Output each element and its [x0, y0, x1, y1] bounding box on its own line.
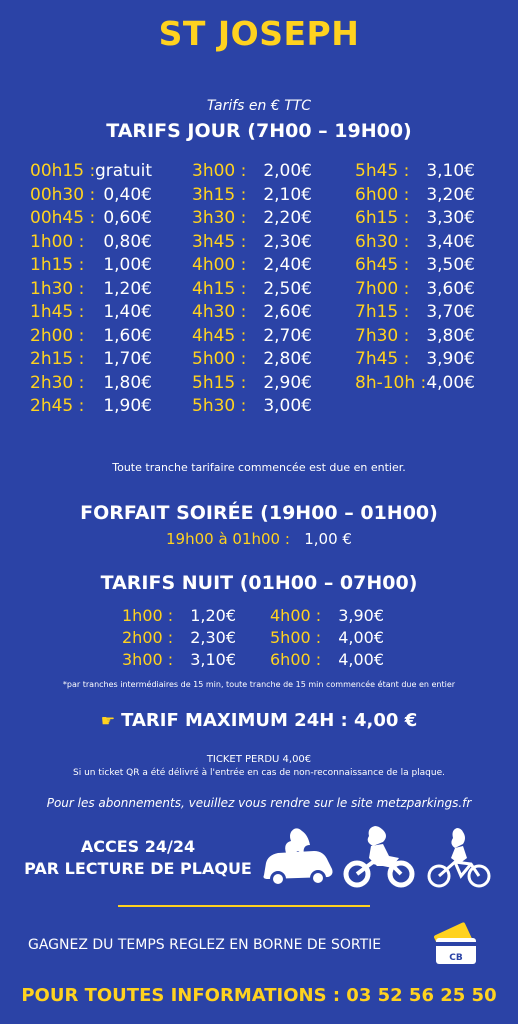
tariff-row — [192, 160, 312, 184]
tariff-price: 1,20€ — [190, 606, 236, 625]
tariff-row — [30, 160, 152, 184]
tariff-price: 4,00€ — [426, 372, 475, 393]
tariff-price: 2,20€ — [263, 208, 312, 228]
tariff-duration: 1h00 : — [30, 231, 85, 252]
day-tariffs-heading: TARIFS JOUR (7H00 – 19H00) — [106, 120, 412, 142]
night-tariff-column-1 — [122, 605, 236, 671]
tariff-row — [30, 325, 152, 349]
tariff-price: 3,90€ — [426, 349, 475, 369]
tariff-price: 1,00€ — [103, 255, 152, 275]
tariff-price: 3,10€ — [426, 161, 475, 181]
tariff-duration: 5h45 : — [355, 161, 410, 181]
soiree-heading: FORFAIT SOIRÉE (19H00 – 01H00) — [80, 502, 438, 524]
access-info — [22, 836, 254, 880]
tariff-duration: 4h00 : — [192, 255, 247, 275]
tariff-row — [355, 231, 475, 255]
credit-card-icon — [430, 922, 482, 966]
tariff-price: 1,70€ — [103, 349, 152, 369]
tariff-price: 3,30€ — [426, 208, 475, 228]
tariff-price: 3,10€ — [190, 650, 236, 669]
tariff-price: 1,80€ — [103, 372, 152, 393]
tariff-price: 1,20€ — [103, 278, 152, 299]
tariff-row — [30, 254, 152, 278]
tariff-price: 2,30€ — [263, 231, 312, 252]
tariff-price: 0,60€ — [103, 208, 152, 228]
tariff-price: 0,40€ — [103, 184, 152, 205]
tariff-duration: 2h45 : — [30, 396, 85, 416]
tariff-row — [355, 278, 475, 302]
tariff-row — [355, 254, 475, 278]
tariff-row — [192, 301, 312, 325]
bicycle-icon — [427, 826, 491, 892]
tariff-row — [355, 207, 475, 231]
tariff-price: 2,70€ — [263, 325, 312, 346]
tariff-duration: 4h45 : — [192, 325, 247, 346]
tariff-price: 0,80€ — [103, 231, 152, 252]
tariff-price: 3,60€ — [426, 278, 475, 299]
tariff-price: 3,20€ — [426, 184, 475, 205]
tariff-row — [30, 207, 152, 231]
tariff-duration: 1h00 : — [122, 606, 174, 625]
tariff-row — [192, 254, 312, 278]
tariff-duration: 8h-10h : — [355, 372, 427, 393]
tariff-duration: 2h30 : — [30, 372, 85, 393]
subscriptions-note: Pour les abonnements, veuillez vous rendre sur le site metzparkings.fr — [46, 796, 472, 810]
tariff-row — [355, 348, 475, 372]
tariff-price: 3,70€ — [426, 302, 475, 322]
tariff-row — [30, 231, 152, 255]
tariff-row — [192, 325, 312, 349]
tariff-duration: 6h30 : — [355, 231, 410, 252]
tariff-row — [192, 278, 312, 302]
tariff-price: 4,00€ — [338, 628, 384, 647]
tariff-price: 1,60€ — [103, 325, 152, 346]
card-label: CB — [449, 953, 463, 963]
day-tariff-column-2 — [192, 160, 312, 419]
tariff-duration: 3h45 : — [192, 231, 247, 252]
tariff-price: 2,90€ — [263, 372, 312, 393]
tariff-price: 2,80€ — [263, 349, 312, 369]
tariff-row — [192, 372, 312, 396]
tariff-row — [122, 605, 236, 627]
max-tariff-label: TARIF MAXIMUM 24H : 4,00 € — [121, 710, 418, 731]
tariff-row — [270, 605, 384, 627]
qr-ticket-note: Si un ticket QR a été délivré à l'entrée en cas de non-reconnaissance de la plaque. — [73, 768, 445, 778]
tariff-row — [355, 301, 475, 325]
tariff-duration: 3h15 : — [192, 184, 247, 205]
day-tariff-column-3 — [355, 160, 475, 395]
tariff-duration: 3h00 : — [192, 161, 247, 181]
tariff-duration: 3h30 : — [192, 208, 247, 228]
page-title: ST JOSEPH — [158, 14, 360, 53]
tariff-duration: 2h15 : — [30, 349, 85, 369]
tariff-duration: 4h30 : — [192, 302, 247, 322]
tariff-duration: 1h30 : — [30, 278, 85, 299]
tariff-duration: 00h15 : — [30, 161, 96, 181]
night-tariff-column-2 — [270, 605, 384, 671]
tariff-duration: 5h15 : — [192, 372, 247, 393]
tariff-duration: 5h00 : — [192, 349, 247, 369]
tariff-duration: 7h15 : — [355, 302, 410, 322]
tariff-row — [270, 649, 384, 671]
soiree-time: 19h00 à 01h00 : — [166, 530, 290, 548]
tariff-price: 2,50€ — [263, 278, 312, 299]
tariff-duration: 7h00 : — [355, 278, 410, 299]
max-tariff — [0, 710, 518, 731]
intermediate-note: *par tranches intermédiaires de 15 min, toute tranche de 15 min commencée étant due en entier — [62, 680, 456, 689]
tariff-row — [30, 278, 152, 302]
tariff-price: 1,90€ — [103, 396, 152, 416]
tariff-row — [30, 184, 152, 208]
tariff-price: 3,80€ — [426, 325, 475, 346]
divider — [118, 905, 370, 907]
tariff-row — [122, 627, 236, 649]
tariff-row — [192, 395, 312, 419]
tariff-row — [192, 184, 312, 208]
lost-ticket: TICKET PERDU 4,00€ — [206, 754, 312, 765]
tariff-duration: 3h00 : — [122, 650, 174, 669]
tariff-row — [30, 301, 152, 325]
tariff-duration: 7h45 : — [355, 349, 410, 369]
tariff-row — [355, 372, 475, 396]
tariff-duration: 4h00 : — [270, 606, 322, 625]
tariff-duration: 1h15 : — [30, 255, 85, 275]
pointing-hand-icon: ☛ — [100, 711, 116, 730]
tariff-price: 2,40€ — [263, 255, 312, 275]
tariff-price: 2,10€ — [263, 184, 312, 205]
tariff-duration: 6h00 : — [270, 650, 322, 669]
access-line-2: PAR LECTURE DE PLAQUE — [24, 859, 252, 878]
subtitle: Tarifs en € TTC — [206, 98, 312, 114]
tariff-row — [355, 325, 475, 349]
tariff-price: 3,50€ — [426, 255, 475, 275]
night-tariffs-heading: TARIFS NUIT (01H00 – 07H00) — [100, 572, 418, 594]
tariff-row — [192, 207, 312, 231]
tariff-duration: 2h00 : — [122, 628, 174, 647]
tariff-row — [355, 160, 475, 184]
tariff-row — [355, 184, 475, 208]
tariff-price: 1,40€ — [103, 302, 152, 322]
car-icon — [258, 823, 338, 893]
contact-info: POUR TOUTES INFORMATIONS : 03 52 56 25 50 — [21, 985, 497, 1006]
tariff-duration: 6h15 : — [355, 208, 410, 228]
tariff-price: 3,00€ — [263, 396, 312, 416]
tariff-price: 2,30€ — [190, 628, 236, 647]
tariff-duration: 7h30 : — [355, 325, 410, 346]
tariff-duration: 4h15 : — [192, 278, 247, 299]
tariff-price: 3,40€ — [426, 231, 475, 252]
tariff-row — [30, 395, 152, 419]
tariff-duration: 1h45 : — [30, 302, 85, 322]
motorcycle-icon — [343, 822, 415, 892]
tariff-duration: 2h00 : — [30, 325, 85, 346]
tariff-duration: 6h00 : — [355, 184, 410, 205]
tariff-price: gratuit — [94, 161, 152, 181]
tranche-note: Toute tranche tarifaire commencée est due en entier. — [112, 461, 406, 474]
tariff-row — [192, 231, 312, 255]
soiree-price: 1,00 € — [304, 530, 352, 548]
tariff-row — [270, 627, 384, 649]
tariff-row — [30, 372, 152, 396]
day-tariff-column-1 — [30, 160, 152, 419]
tariff-duration: 6h45 : — [355, 255, 410, 275]
tariff-row — [192, 348, 312, 372]
access-line-1: ACCES 24/24 — [80, 837, 196, 856]
pay-at-exit-note: GAGNEZ DU TEMPS REGLEZ EN BORNE DE SORTIE — [28, 937, 382, 953]
tariff-duration: 00h45 : — [30, 208, 96, 228]
tariff-duration: 00h30 : — [30, 184, 96, 205]
tariff-row — [122, 649, 236, 671]
tariff-price: 2,60€ — [263, 302, 312, 322]
tariff-row — [30, 348, 152, 372]
tariff-price: 4,00€ — [338, 650, 384, 669]
tariff-duration: 5h30 : — [192, 396, 247, 416]
tariff-price: 3,90€ — [338, 606, 384, 625]
tariff-price: 2,00€ — [263, 161, 312, 181]
tariff-duration: 5h00 : — [270, 628, 322, 647]
soiree-rate — [0, 530, 518, 548]
